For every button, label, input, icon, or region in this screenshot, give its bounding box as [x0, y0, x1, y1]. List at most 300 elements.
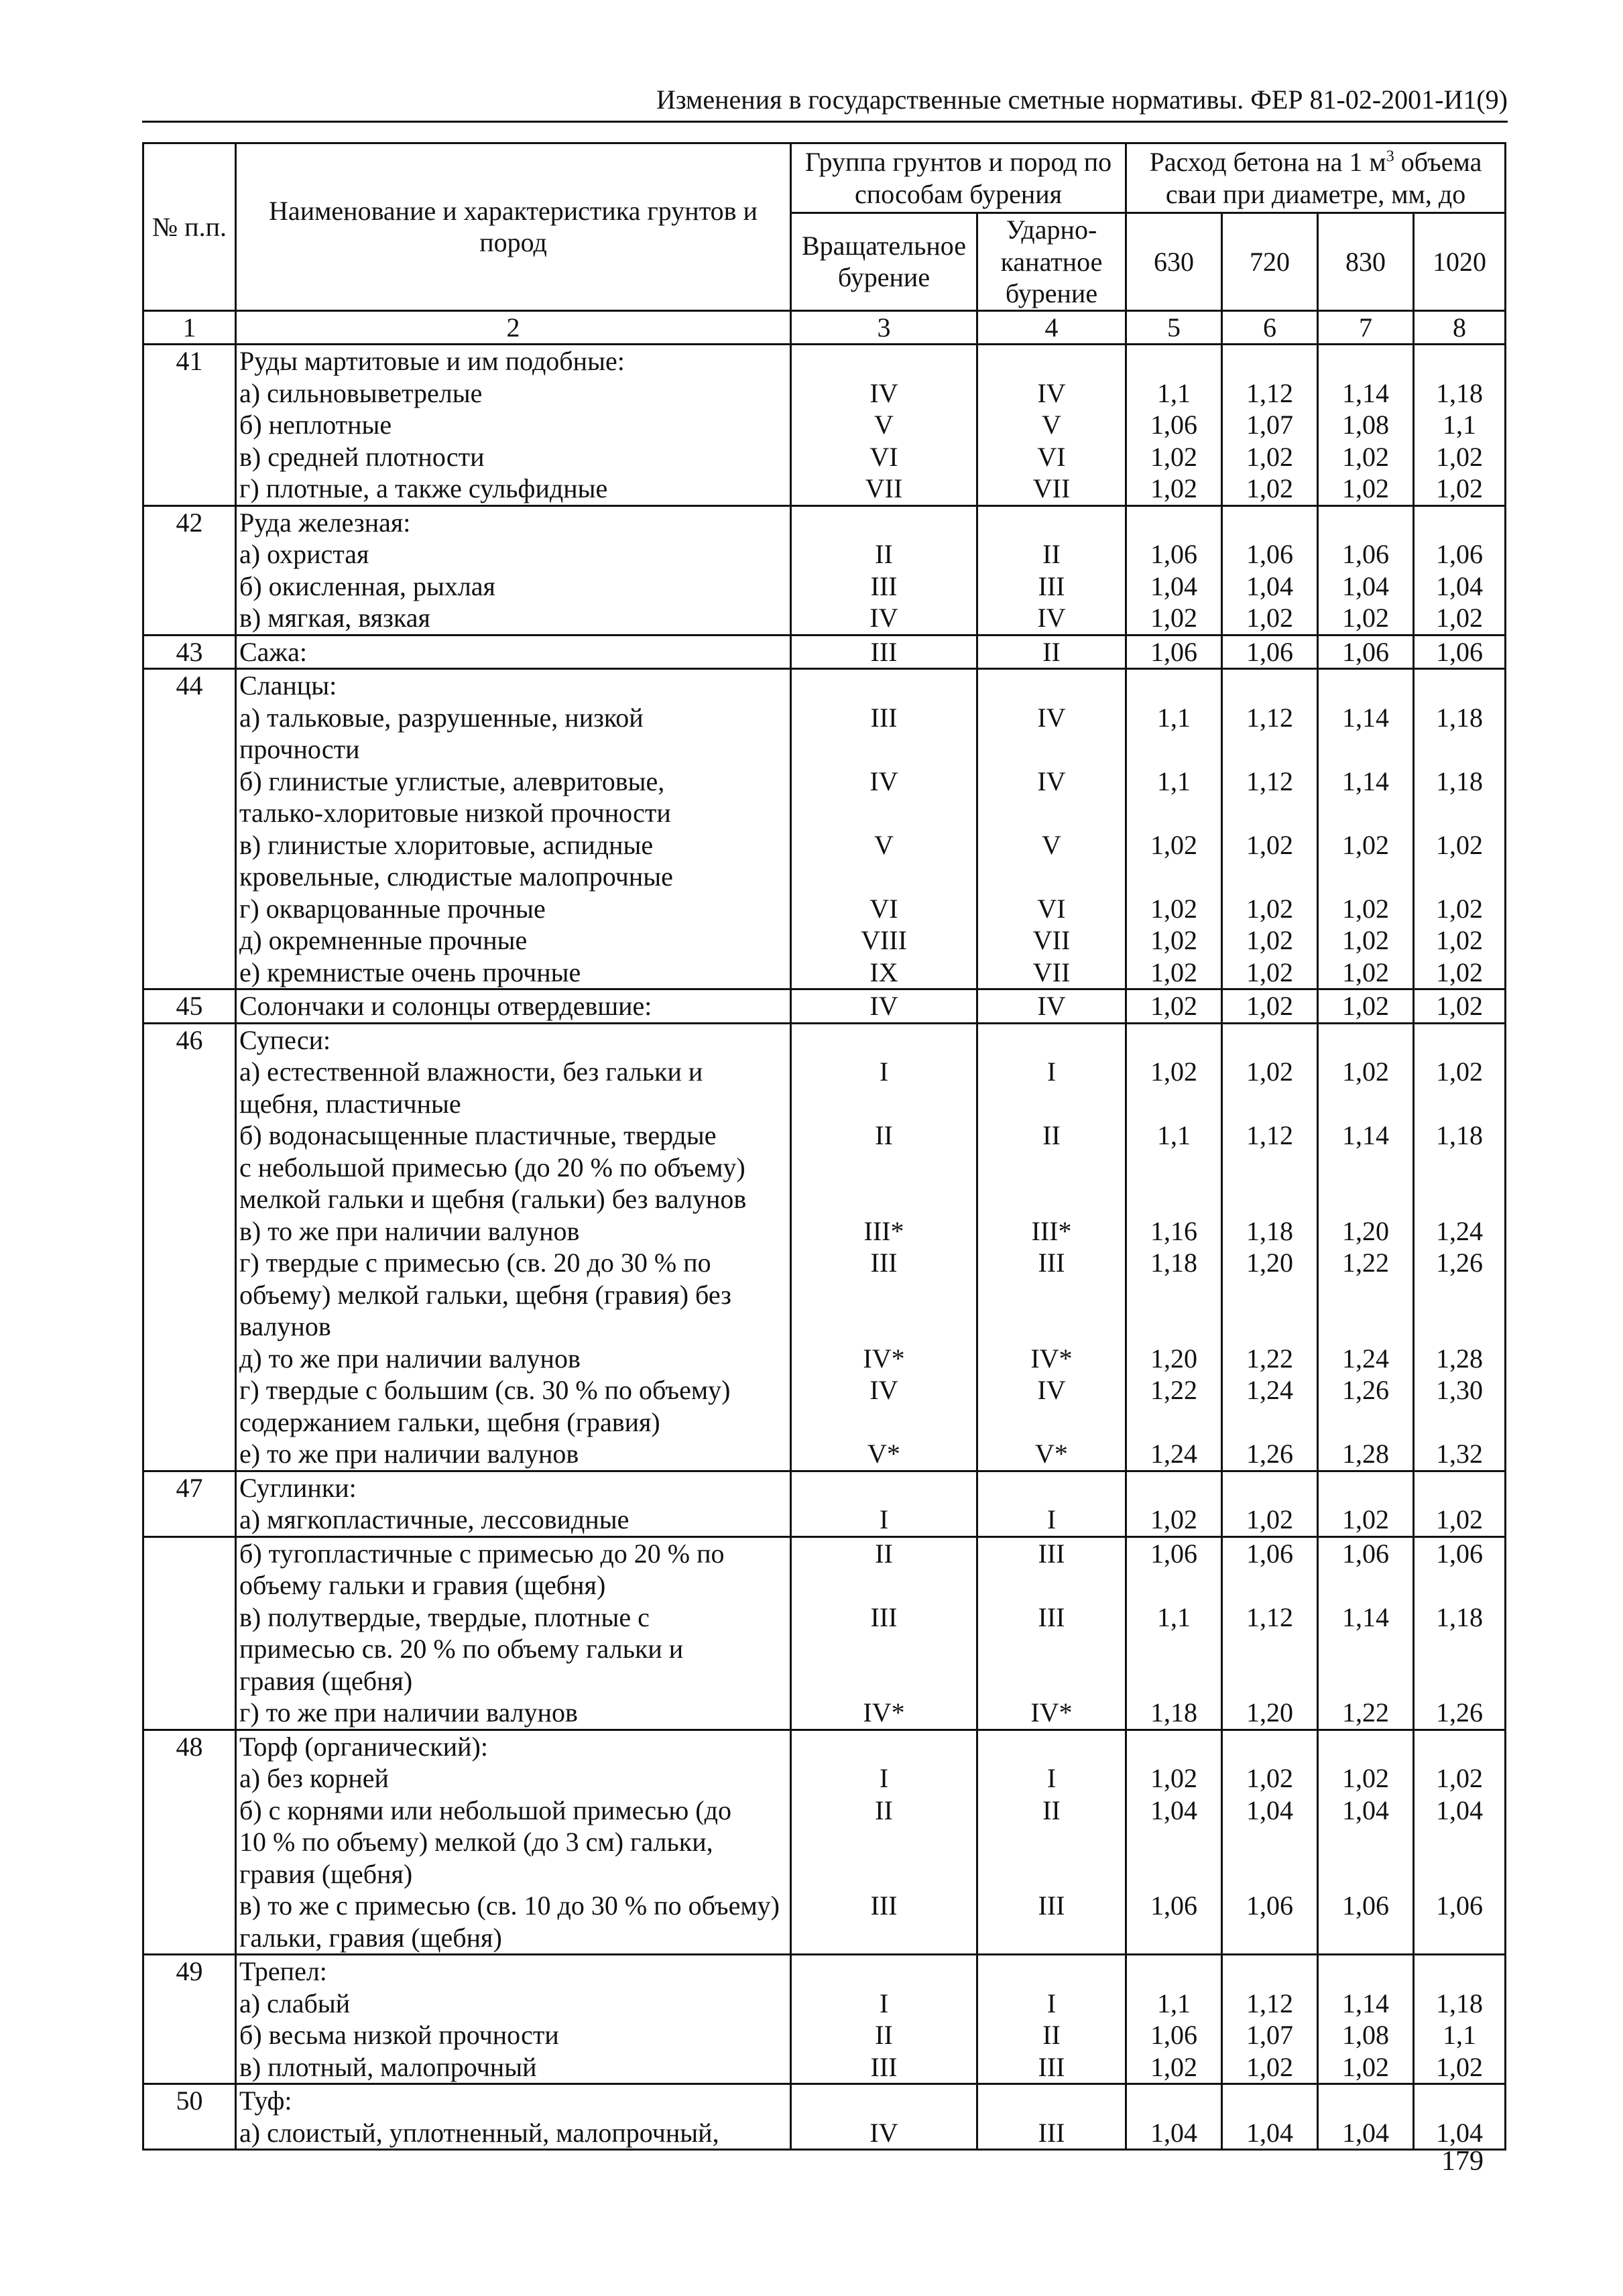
d830-value: 1,02 — [1318, 473, 1414, 505]
colnum: 5 — [1126, 310, 1222, 345]
d1020-value: 1,18 — [1414, 1120, 1506, 1215]
d1020-value: 1,02 — [1414, 893, 1506, 925]
d630-value — [1126, 2084, 1222, 2117]
row-number — [143, 766, 236, 829]
table-row — [143, 1374, 1506, 1438]
rotary-group: III — [791, 1602, 977, 1697]
percussion-group: II — [977, 2019, 1126, 2051]
table-row — [143, 377, 1506, 410]
d1020-value: 1,18 — [1414, 1988, 1506, 2020]
d1020-value: 1,02 — [1414, 924, 1506, 957]
rotary-group: IV — [791, 766, 977, 829]
colnum: 8 — [1414, 310, 1506, 345]
d1020-value: 1,04 — [1414, 2117, 1506, 2150]
d630-value: 1,02 — [1126, 893, 1222, 925]
row-number — [143, 1438, 236, 1471]
d830-value: 1,06 — [1318, 635, 1414, 669]
soil-name-line: б) тугопластичные с примесью до 20 % по — [239, 1538, 725, 1569]
d1020-value — [1414, 2084, 1506, 2117]
table-row — [143, 924, 1506, 957]
table-row — [143, 2117, 1506, 2150]
soil-name — [236, 1890, 791, 1955]
d830-value: 1,20 — [1318, 1215, 1414, 1248]
d830-value: 1,02 — [1318, 602, 1414, 635]
row-number — [143, 538, 236, 570]
percussion-group: I — [977, 1056, 1126, 1120]
percussion-group: I — [977, 1988, 1126, 2020]
rotary-group: IV — [791, 602, 977, 635]
row-number — [143, 702, 236, 766]
rotary-group: I — [791, 1504, 977, 1536]
d630-value: 1,06 — [1126, 635, 1222, 669]
table-row — [143, 1343, 1506, 1375]
soil-consumption-table — [142, 142, 1506, 2151]
soil-name — [236, 1955, 791, 1988]
d630-value — [1126, 669, 1222, 702]
percussion-group: V — [977, 829, 1126, 893]
d830-value: 1,28 — [1318, 1438, 1414, 1471]
row-number: 42 — [143, 505, 236, 538]
d830-value: 1,04 — [1318, 570, 1414, 603]
percussion-group: IV — [977, 377, 1126, 410]
rotary-group: III — [791, 570, 977, 603]
rotary-group: V — [791, 409, 977, 441]
d830-value — [1318, 1730, 1414, 1762]
d720-value: 1,12 — [1222, 766, 1318, 829]
soil-name-line: примесью св. 20 % по объему гальки и — [239, 1634, 684, 1664]
soil-name — [236, 1504, 791, 1536]
d1020-value — [1414, 1730, 1506, 1762]
d1020-value: 1,1 — [1414, 2019, 1506, 2051]
soil-name-line: б) с корнями или небольшой примесью (до — [239, 1795, 731, 1825]
percussion-group — [977, 2084, 1126, 2117]
soil-name-line: а) тальковые, разрушенные, низкой — [239, 702, 644, 733]
table-header — [143, 143, 1506, 345]
d830-value: 1,02 — [1318, 989, 1414, 1024]
percussion-group: IV — [977, 602, 1126, 635]
soil-name-line: е) то же при наличии валунов — [239, 1439, 579, 1469]
soil-name — [236, 1120, 791, 1215]
soil-name-line: а) без корней — [239, 1763, 389, 1793]
soil-name — [236, 1471, 791, 1504]
percussion-group: VII — [977, 924, 1126, 957]
table-row — [143, 1247, 1506, 1343]
d1020-value: 1,02 — [1414, 1504, 1506, 1536]
d830-value: 1,14 — [1318, 1602, 1414, 1697]
d1020-value: 1,18 — [1414, 1602, 1506, 1697]
table-row — [143, 2019, 1506, 2051]
d630-value: 1,02 — [1126, 441, 1222, 473]
soil-name — [236, 345, 791, 377]
header-d830: 830 — [1318, 213, 1414, 311]
row-number — [143, 1795, 236, 1890]
rotary-group — [791, 1955, 977, 1988]
table-row — [143, 441, 1506, 473]
soil-name-line: а) слоистый, уплотненный, малопрочный, — [239, 2117, 719, 2148]
rotary-group: IV* — [791, 1697, 977, 1730]
d830-value — [1318, 1023, 1414, 1056]
soil-name — [236, 1730, 791, 1762]
soil-name — [236, 1374, 791, 1438]
rotary-group: III* — [791, 1215, 977, 1248]
row-number — [143, 1536, 236, 1602]
d720-value: 1,04 — [1222, 2117, 1318, 2150]
percussion-group: III — [977, 570, 1126, 603]
percussion-group — [977, 1023, 1126, 1056]
table-row — [143, 2084, 1506, 2117]
soil-name-line: е) кремнистые очень прочные — [239, 957, 581, 987]
percussion-group: VII — [977, 473, 1126, 505]
soil-name-line: гравия (щебня) — [239, 1858, 413, 1889]
d720-value: 1,02 — [1222, 1056, 1318, 1120]
rotary-group: III — [791, 702, 977, 766]
d630-value: 1,02 — [1126, 473, 1222, 505]
d630-value: 1,06 — [1126, 2019, 1222, 2051]
rotary-group: III — [791, 1247, 977, 1343]
header-consumption-pre: Расход бетона на 1 м — [1149, 147, 1386, 177]
row-number — [143, 570, 236, 603]
header-percussion: Ударно-канатное бурение — [977, 213, 1126, 311]
soil-name-line: б) неплотные — [239, 410, 392, 440]
soil-name-line: талько-хлоритовые низкой прочности — [239, 798, 671, 828]
d630-value — [1126, 345, 1222, 377]
d720-value: 1,12 — [1222, 1988, 1318, 2020]
soil-name — [236, 893, 791, 925]
soil-name — [236, 957, 791, 989]
soil-name-line: в) средней плотности — [239, 441, 485, 472]
soil-name — [236, 635, 791, 669]
d720-value: 1,06 — [1222, 1536, 1318, 1602]
soil-name-line: кровельные, слюдистые малопрочные — [239, 861, 673, 892]
d720-value: 1,12 — [1222, 702, 1318, 766]
soil-name-line: г) окварцованные прочные — [239, 893, 546, 924]
page-number: 179 — [1441, 2146, 1484, 2177]
table-row — [143, 570, 1506, 603]
d720-value: 1,12 — [1222, 1602, 1318, 1697]
d830-value: 1,14 — [1318, 702, 1414, 766]
d1020-value: 1,02 — [1414, 2051, 1506, 2084]
colnum: 1 — [143, 310, 236, 345]
soil-name-line: г) твердые с большим (св. 30 % по объему) — [239, 1375, 731, 1405]
table-row — [143, 1438, 1506, 1471]
d630-value: 1,06 — [1126, 1536, 1222, 1602]
soil-name-line: а) естественной влажности, без гальки и — [239, 1056, 703, 1087]
table-row — [143, 473, 1506, 505]
d720-value: 1,02 — [1222, 441, 1318, 473]
table-body — [143, 345, 1506, 2150]
soil-name-line: в) полутвердые, твердые, плотные с — [239, 1602, 650, 1632]
soil-name-line: содержанием гальки, щебня (гравия) — [239, 1406, 660, 1437]
d630-value — [1126, 1730, 1222, 1762]
soil-name — [236, 538, 791, 570]
d830-value: 1,04 — [1318, 2117, 1414, 2150]
percussion-group: II — [977, 538, 1126, 570]
row-number — [143, 1120, 236, 1215]
percussion-group: II — [977, 1795, 1126, 1890]
d830-value: 1,22 — [1318, 1697, 1414, 1730]
soil-name-line: объему гальки и гравия (щебня) — [239, 1570, 606, 1600]
table-row — [143, 893, 1506, 925]
percussion-group — [977, 1730, 1126, 1762]
rotary-group: IV — [791, 377, 977, 410]
d830-value: 1,14 — [1318, 377, 1414, 410]
d830-value: 1,02 — [1318, 829, 1414, 893]
soil-name — [236, 1438, 791, 1471]
soil-name — [236, 924, 791, 957]
rotary-group — [791, 345, 977, 377]
d1020-value: 1,18 — [1414, 377, 1506, 410]
table-row — [143, 669, 1506, 702]
row-number — [143, 1247, 236, 1343]
percussion-group: VI — [977, 441, 1126, 473]
d830-value: 1,14 — [1318, 1988, 1414, 2020]
d720-value: 1,20 — [1222, 1697, 1318, 1730]
row-number: 45 — [143, 989, 236, 1024]
d1020-value: 1,04 — [1414, 570, 1506, 603]
d720-value: 1,04 — [1222, 570, 1318, 603]
d720-value: 1,18 — [1222, 1215, 1318, 1248]
d630-value: 1,04 — [1126, 2117, 1222, 2150]
rotary-group: II — [791, 538, 977, 570]
soil-name-line: 10 % по объему) мелкой (до 3 см) гальки, — [239, 1827, 713, 1857]
d720-value — [1222, 1730, 1318, 1762]
soil-name-line: Солончаки и солонцы отвердевшие: — [239, 991, 652, 1021]
soil-name-line: гравия (щебня) — [239, 1665, 413, 1696]
soil-name-line: Торф (органический): — [239, 1731, 488, 1762]
soil-name-line: а) сильновыветрелые — [239, 377, 483, 408]
d1020-value: 1,28 — [1414, 1343, 1506, 1375]
soil-name — [236, 441, 791, 473]
soil-name — [236, 1023, 791, 1056]
soil-name-line: г) плотные, а также сульфидные — [239, 473, 608, 503]
percussion-group: I — [977, 1762, 1126, 1795]
percussion-group — [977, 669, 1126, 702]
d1020-value: 1,02 — [1414, 441, 1506, 473]
d630-value: 1,02 — [1126, 924, 1222, 957]
percussion-group — [977, 1955, 1126, 1988]
soil-name — [236, 702, 791, 766]
d1020-value — [1414, 669, 1506, 702]
rotary-group — [791, 1730, 977, 1762]
rotary-group — [791, 505, 977, 538]
table-row — [143, 1536, 1506, 1602]
row-number — [143, 1374, 236, 1438]
soil-name — [236, 1602, 791, 1697]
row-number — [143, 2051, 236, 2084]
table-row — [143, 1795, 1506, 1890]
soil-name — [236, 1247, 791, 1343]
percussion-group: III* — [977, 1215, 1126, 1248]
row-number: 48 — [143, 1730, 236, 1762]
soil-name-line: в) плотный, малопрочный — [239, 2051, 537, 2082]
d1020-value: 1,02 — [1414, 473, 1506, 505]
d830-value: 1,06 — [1318, 1890, 1414, 1955]
row-number — [143, 1697, 236, 1730]
header-consumption-sup: 3 — [1386, 147, 1394, 166]
d830-value: 1,02 — [1318, 957, 1414, 989]
rotary-group: VIII — [791, 924, 977, 957]
percussion-group: VII — [977, 957, 1126, 989]
soil-name-line: г) твердые с примесью (св. 20 до 30 % по — [239, 1248, 711, 1278]
d1020-value: 1,26 — [1414, 1247, 1506, 1343]
d830-value: 1,08 — [1318, 2019, 1414, 2051]
d830-value: 1,02 — [1318, 1762, 1414, 1795]
d830-value: 1,02 — [1318, 893, 1414, 925]
header-d1020: 1020 — [1414, 213, 1506, 311]
d1020-value — [1414, 505, 1506, 538]
d630-value: 1,02 — [1126, 957, 1222, 989]
row-number — [143, 893, 236, 925]
rotary-group: III — [791, 635, 977, 669]
rotary-group — [791, 2084, 977, 2117]
d830-value: 1,14 — [1318, 1120, 1414, 1215]
percussion-group: IV* — [977, 1343, 1126, 1375]
d720-value: 1,02 — [1222, 989, 1318, 1024]
rotary-group: IV — [791, 2117, 977, 2150]
row-number — [143, 441, 236, 473]
soil-name-line: Сланцы: — [239, 670, 337, 701]
header-num: № п.п. — [143, 143, 236, 311]
row-number — [143, 377, 236, 410]
rotary-group: II — [791, 1795, 977, 1890]
d830-value: 1,02 — [1318, 1056, 1414, 1120]
d630-value — [1126, 505, 1222, 538]
d830-value — [1318, 669, 1414, 702]
d630-value: 1,02 — [1126, 2051, 1222, 2084]
percussion-group — [977, 1471, 1126, 1504]
d1020-value: 1,02 — [1414, 602, 1506, 635]
percussion-group: V* — [977, 1438, 1126, 1471]
table-row — [143, 1471, 1506, 1504]
d630-value: 1,22 — [1126, 1374, 1222, 1438]
rotary-group: V — [791, 829, 977, 893]
d630-value: 1,1 — [1126, 1988, 1222, 2020]
d630-value: 1,06 — [1126, 409, 1222, 441]
d1020-value: 1,24 — [1414, 1215, 1506, 1248]
d720-value: 1,02 — [1222, 602, 1318, 635]
row-number: 50 — [143, 2084, 236, 2117]
d720-value — [1222, 345, 1318, 377]
soil-name-line: б) водонасыщенные пластичные, твердые — [239, 1120, 717, 1150]
d1020-value: 1,06 — [1414, 1536, 1506, 1602]
d720-value: 1,02 — [1222, 1762, 1318, 1795]
soil-name-line: Суглинки: — [239, 1472, 357, 1503]
soil-name-line: г) то же при наличии валунов — [239, 1697, 578, 1728]
d1020-value — [1414, 345, 1506, 377]
percussion-group: IV — [977, 766, 1126, 829]
soil-name-line: Руды мартитовые и им подобные: — [239, 346, 625, 376]
header-rotary: Вращательное бурение — [791, 213, 977, 311]
d720-value: 1,02 — [1222, 829, 1318, 893]
d1020-value: 1,02 — [1414, 829, 1506, 893]
d720-value: 1,02 — [1222, 2051, 1318, 2084]
table-row — [143, 957, 1506, 989]
header-group: Группа грунтов и пород по способам бурения — [791, 143, 1126, 213]
table-row — [143, 505, 1506, 538]
row-number — [143, 1890, 236, 1955]
rotary-group: IV — [791, 989, 977, 1024]
d830-value — [1318, 1955, 1414, 1988]
table-row — [143, 1730, 1506, 1762]
d630-value: 1,04 — [1126, 1795, 1222, 1890]
d630-value: 1,02 — [1126, 602, 1222, 635]
percussion-group: III — [977, 1602, 1126, 1697]
row-number — [143, 1988, 236, 2020]
row-number — [143, 1504, 236, 1536]
soil-name-line: Супеси: — [239, 1024, 331, 1055]
d720-value: 1,06 — [1222, 1890, 1318, 1955]
rotary-group: IV — [791, 1374, 977, 1438]
soil-name — [236, 2019, 791, 2051]
d630-value: 1,06 — [1126, 538, 1222, 570]
soil-name-line: щебня, пластичные — [239, 1088, 461, 1119]
d720-value: 1,22 — [1222, 1343, 1318, 1375]
d830-value: 1,04 — [1318, 1795, 1414, 1890]
percussion-group: IV* — [977, 1697, 1126, 1730]
percussion-group: II — [977, 1120, 1126, 1215]
rotary-group: IX — [791, 957, 977, 989]
percussion-group: IV — [977, 1374, 1126, 1438]
table-row — [143, 1988, 1506, 2020]
d630-value: 1,1 — [1126, 766, 1222, 829]
d720-value — [1222, 1955, 1318, 1988]
d630-value: 1,02 — [1126, 829, 1222, 893]
row-number — [143, 2117, 236, 2150]
d720-value — [1222, 505, 1318, 538]
soil-name-line: объему) мелкой гальки, щебня (гравия) без — [239, 1279, 731, 1310]
rotary-group — [791, 1023, 977, 1056]
d830-value — [1318, 345, 1414, 377]
row-number — [143, 1343, 236, 1375]
d720-value: 1,07 — [1222, 2019, 1318, 2051]
colnum: 3 — [791, 310, 977, 345]
soil-name — [236, 1343, 791, 1375]
table-row — [143, 989, 1506, 1024]
soil-name — [236, 570, 791, 603]
row-number: 44 — [143, 669, 236, 702]
d1020-value: 1,02 — [1414, 1762, 1506, 1795]
rotary-group: IV* — [791, 1343, 977, 1375]
d830-value: 1,08 — [1318, 409, 1414, 441]
d1020-value: 1,32 — [1414, 1438, 1506, 1471]
rotary-group: III — [791, 2051, 977, 2084]
table-row — [143, 766, 1506, 829]
soil-name-line: в) глинистые хлоритовые, аспидные — [239, 829, 654, 860]
d830-value: 1,02 — [1318, 1504, 1414, 1536]
d1020-value — [1414, 1955, 1506, 1988]
table-row — [143, 1762, 1506, 1795]
row-number — [143, 2019, 236, 2051]
soil-name — [236, 602, 791, 635]
row-number — [143, 602, 236, 635]
rotary-group: V* — [791, 1438, 977, 1471]
d1020-value: 1,02 — [1414, 989, 1506, 1024]
d720-value — [1222, 2084, 1318, 2117]
d830-value: 1,26 — [1318, 1374, 1414, 1438]
d1020-value — [1414, 1471, 1506, 1504]
soil-name — [236, 2084, 791, 2117]
d630-value: 1,02 — [1126, 1504, 1222, 1536]
row-number — [143, 473, 236, 505]
d830-value: 1,06 — [1318, 538, 1414, 570]
table-row — [143, 1602, 1506, 1697]
soil-name-line: Руда железная: — [239, 507, 411, 538]
d1020-value: 1,26 — [1414, 1697, 1506, 1730]
soil-name — [236, 473, 791, 505]
row-number — [143, 924, 236, 957]
d720-value: 1,26 — [1222, 1438, 1318, 1471]
percussion-group: III — [977, 2051, 1126, 2084]
